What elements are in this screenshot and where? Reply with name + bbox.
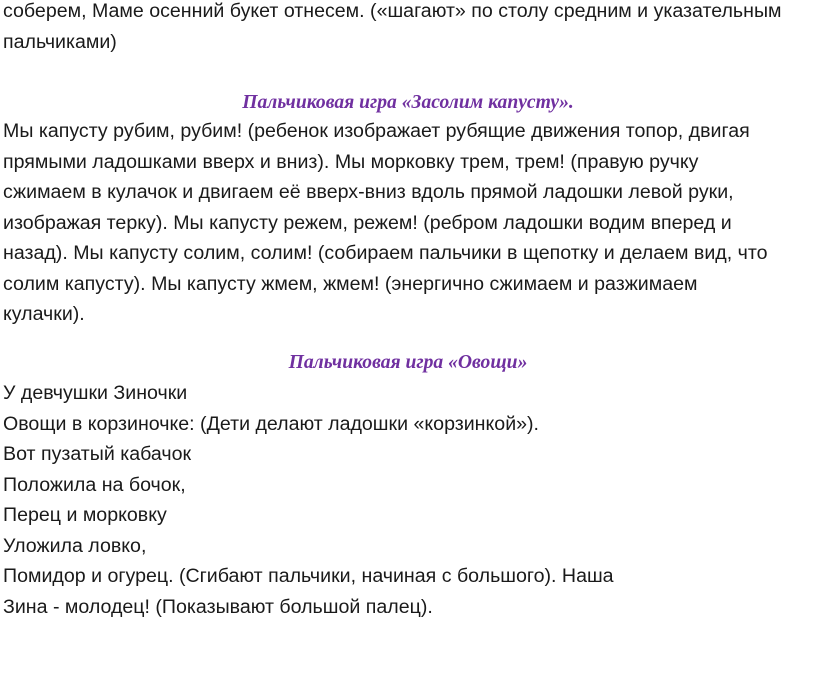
text-line: соберем, Маме осенний букет отнесем. («шагают» по столу средним и указательным: [3, 0, 782, 22]
poem-line: У девчушки Зиночки: [3, 382, 188, 404]
poem-line: Вот пузатый кабачок: [3, 443, 192, 465]
text-line: прямыми ладошками вверх и вниз). Мы морковку трем, трем! (правую ручку: [3, 150, 699, 173]
text-line: изображая терку). Мы капусту режем, режем! (ребром ладошки водим вперед и: [3, 211, 732, 234]
game-title-cabbage: Пальчиковая игра «Засолим капусту».: [242, 92, 574, 113]
text-line: назад). Мы капусту солим, солим! (собираем пальчики в щепотку и делаем вид, что: [3, 242, 768, 264]
poem-line: Уложила ловко,: [3, 534, 147, 557]
poem-line: Помидор и огурец. (Сгибают пальчики, начиная с большого). Наша: [3, 565, 614, 587]
game-cabbage-paragraph: [3, 116, 767, 330]
game-title-vegetables: Пальчиковая игра «Овощи»: [288, 352, 528, 373]
text-line: сжимаем в кулачок и двигаем её вверх-вниз вдоль прямой ладошки левой руки,: [3, 181, 734, 203]
game-vegetables-poem: [3, 378, 614, 622]
text-line: кулачки).: [3, 303, 85, 325]
text-line: Мы капусту рубим, рубим! (ребенок изображает рубящие движения топор, двигая: [3, 120, 750, 142]
poem-line: Зина - молодец! (Показывают большой палец).: [3, 595, 433, 618]
intro-paragraph: [3, 0, 782, 57]
poem-line: Положила на бочок,: [3, 473, 186, 496]
poem-line: Перец и морковку: [3, 504, 167, 526]
text-line: пальчиками): [3, 30, 117, 53]
poem-line: Овощи в корзиночке: (Дети делают ладошки «корзинкой»).: [3, 412, 540, 435]
text-line: солим капусту). Мы капусту жмем, жмем! (энергично сжимаем и разжимаем: [3, 272, 698, 295]
